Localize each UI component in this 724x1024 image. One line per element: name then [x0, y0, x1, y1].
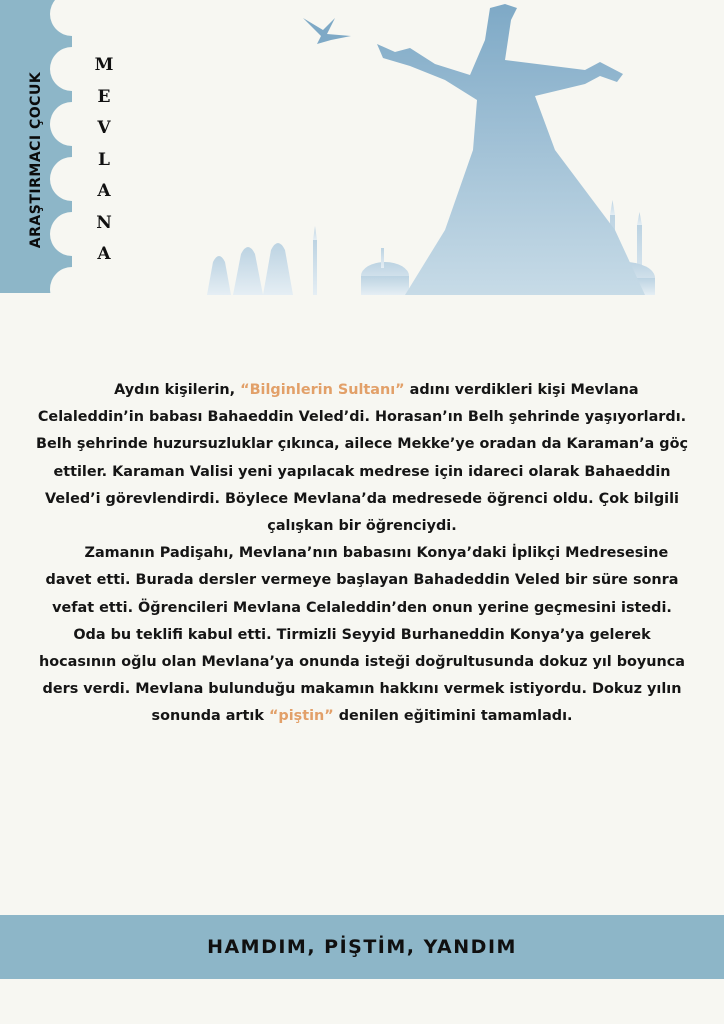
title-letter: L — [98, 149, 110, 170]
scallop-decoration — [50, 267, 72, 293]
title-letter: M — [94, 55, 114, 75]
paragraph-2-body: Zamanın Padişahı, Mevlana’nın babasını Konya’daki İplikçi Medresesine davet etti. Burada dersler vermeye başlayan Bahadeddin Veled bir süre sonra vefat etti. Öğrencileri Mevlana Celaleddin’den onun yerine geçmesini istedi. Oda bu teklifi kabul etti. Tirmizli Seyyid Burhaneddin Konya’ya gelerek hocasının oğlu olan Mevlana’ya onunda isteği doğrultusunda dokuz yıl boyunca ders verdi. Mevlana bulunduğu makamın hakkını vermek istiyordu. Dokuz yılın sonunda artık — [38, 545, 686, 725]
paragraph-2-end: denilen eğitimini tamamladı. — [338, 708, 573, 725]
side-tab — [0, 0, 72, 293]
title-letter: A — [97, 181, 111, 201]
scallop-decoration — [50, 102, 72, 146]
article-body — [34, 377, 690, 731]
whirling-dervish-icon — [205, 0, 724, 295]
scallop-decoration — [50, 157, 72, 201]
page-title — [92, 50, 116, 271]
paragraph-1-body: adını verdikleri kişi Mevlana Celaleddin’in babası Bahaeddin Veled’di. Horasan’ın Belh şehrinde yaşıyorlardı. Belh şehrinde huzursuzluklar çıkınca, ailece Mekke’ye oradan da Karaman’a göç ettiler. Karaman Valisi yeni yapılacak medrese için idareci olarak Bahaeddin Veled’i görevlendirdi. Böylece Mevlana’da medresede öğrenci oldu. Çok bilgili çalışkan bir öğrenciydi. — [35, 382, 688, 535]
scallop-decoration — [50, 212, 72, 256]
title-letter: A — [97, 244, 111, 264]
hero-illustration — [205, 0, 724, 295]
title-letter: N — [96, 212, 112, 233]
paragraph-1-intro: Aydın kişilerin, — [114, 382, 236, 398]
title-letter: E — [97, 86, 111, 107]
footer-band — [0, 915, 724, 979]
bird-icon — [303, 18, 351, 44]
title-letter: V — [97, 118, 111, 138]
highlight-pistin: “piştin” — [268, 708, 334, 725]
main-dervish-icon — [377, 4, 645, 295]
side-tab-label: ARAŞTIRMACI ÇOCUK — [28, 71, 44, 249]
footer-title: HAMDIM, PİŞTİM, YANDIM — [207, 936, 517, 958]
scallop-decoration — [50, 0, 72, 36]
scallop-decoration — [50, 47, 72, 91]
paragraph-2 — [34, 540, 690, 730]
paragraph-1 — [34, 377, 690, 540]
highlight-bilginlerin-sultani: “Bilginlerin Sultanı” — [240, 382, 405, 398]
mosque-icon — [361, 248, 409, 295]
small-dervish-icon — [207, 226, 317, 295]
